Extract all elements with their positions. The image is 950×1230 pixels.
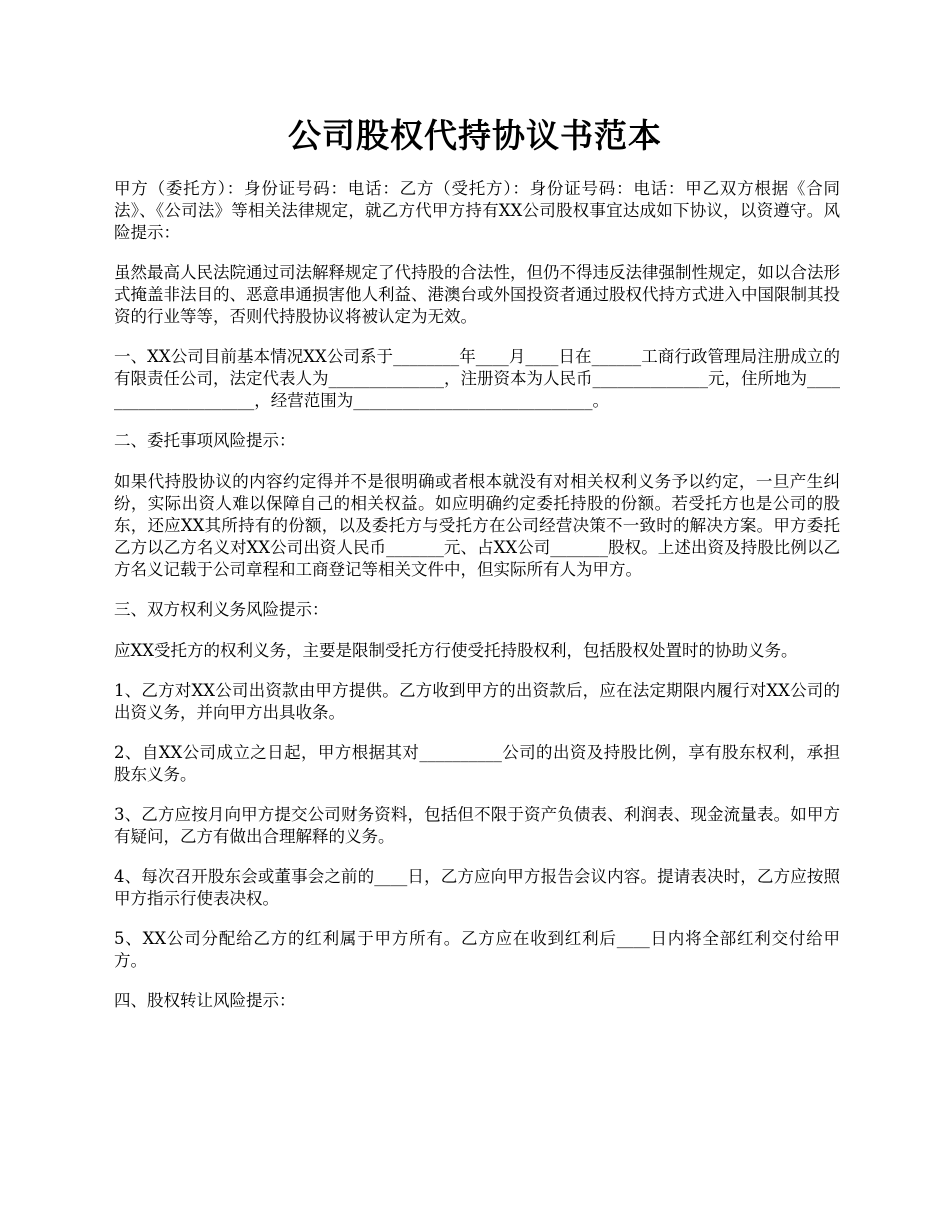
entrustment-paragraph: 如果代持股协议的内容约定得并不是很明确或者根本就没有对相关权利义务予以约定，一旦产生纠纷，实际出资人难以保障自己的相关权益。如应明确约定委托持股的份额。若受托方也是公司的股东，还应XX其所持有的份额，以及委托方与受托方在公司经营决策不一致时的解决方案。甲方委托乙方以乙方名义对XX公司出资人民币_______元、占XX公司_______股权。上述出资及持股比例以乙方名义记载于公司章程和工商登记等相关文件中，但实际所有人为甲方。 <box>114 472 840 579</box>
clause-4: 4、每次召开股东会或董事会之前的____日，乙方应向甲方报告会议内容。提请表决时，乙方应按照甲方指示行使表决权。 <box>114 867 840 908</box>
section-heading-entrustment: 二、委托事项风险提示： <box>114 431 296 450</box>
document-body <box>114 178 840 1031</box>
company-info-paragraph: 一、XX公司目前基本情况XX公司系于________年____月____日在______工商行政管理局注册成立的有限责任公司，法定代表人为______________，注册资本为人民币______________元，住所地为_____________________，经营范围为_____________________________。 <box>114 347 840 410</box>
document-title: 公司股权代持协议书范本 <box>288 116 662 155</box>
clause-5: 5、XX公司分配给乙方的红利属于甲方所有。乙方应在收到红利后____日内将全部红利交付给甲方。 <box>114 929 840 970</box>
rights-intro-paragraph: 应XX受托方的权利义务，主要是限制受托方行使受托持股权利，包括股权处置时的协助义务。 <box>114 641 798 660</box>
clause-3: 3、乙方应按月向甲方提交公司财务资料，包括但不限于资产负债表、利润表、现金流量表。如甲方有疑问，乙方有做出合理解释的义务。 <box>114 805 840 846</box>
section-heading-rights: 三、双方权利义务风险提示： <box>114 600 329 619</box>
intro-paragraph: 甲方（委托方）：身份证号码：电话：乙方（受托方）：身份证号码：电话：甲乙双方根据《合同法》、《公司法》等相关法律规定，就乙方代甲方持有XX公司股权事宜达成如下协议，以资遵守。风险提示： <box>114 179 840 242</box>
clause-1: 1、乙方对XX公司出资款由甲方提供。乙方收到甲方的出资款后，应在法定期限内履行对XX公司的出资义务，并向甲方出具收条。 <box>114 681 840 722</box>
clause-2: 2、自XX公司成立之日起，甲方根据其对__________公司的出资及持股比例，享有股东权利，承担股东义务。 <box>114 743 840 784</box>
section-heading-transfer: 四、股权转让风险提示： <box>114 991 296 1010</box>
risk-note-paragraph: 虽然最高人民法院通过司法解释规定了代持股的合法性，但仍不得违反法律强制性规定，如以合法形式掩盖非法目的、恶意串通损害他人利益、港澳台或外国投资者通过股权代持方式进入中国限制其投资的行业等等，否则代持股协议将被认定为无效。 <box>114 263 840 326</box>
